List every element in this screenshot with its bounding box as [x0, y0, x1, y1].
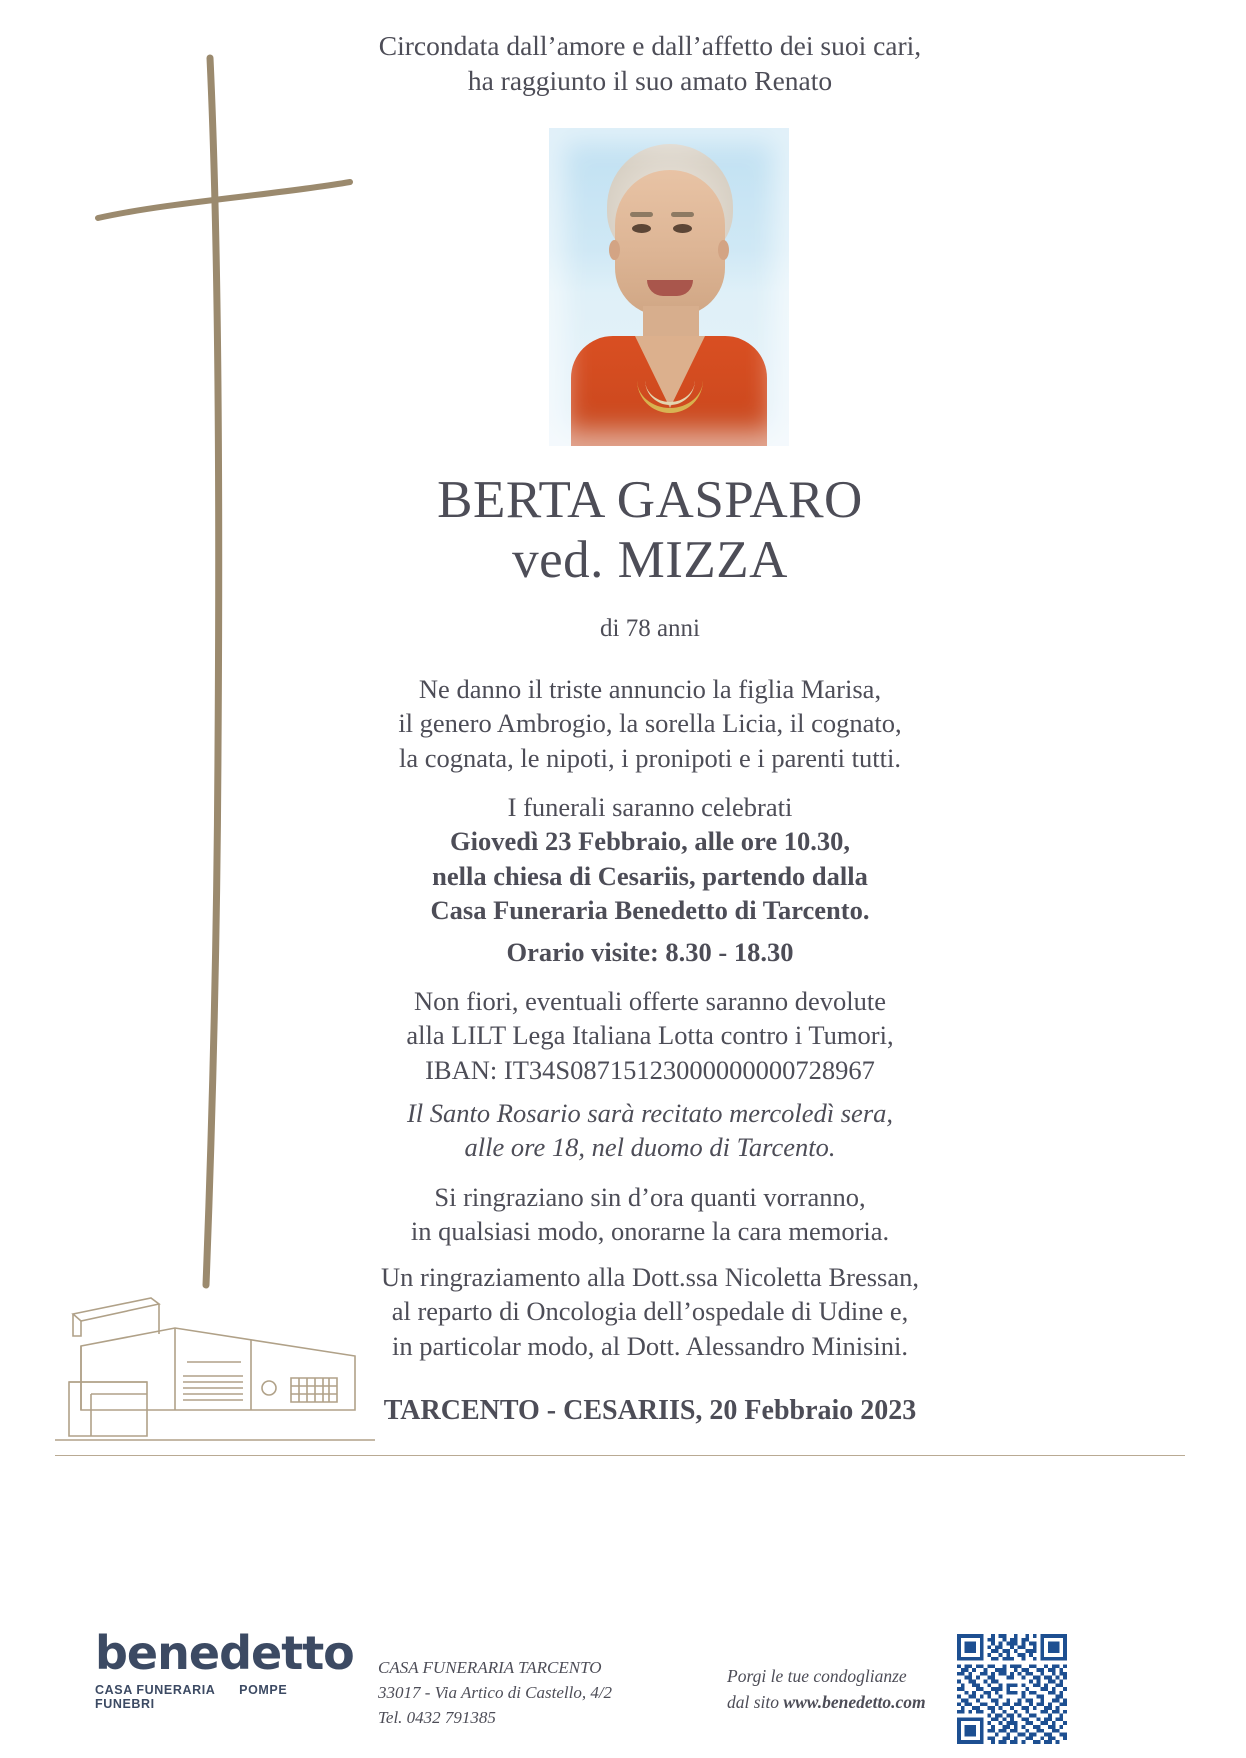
deceased-name-line-1: BERTA GASPARO	[437, 471, 863, 529]
deceased-age: di 78 anni	[600, 615, 700, 642]
offerings-iban: IBAN: IT34S08715123000000000728967	[425, 1054, 875, 1085]
funeral-datetime: Giovedì 23 Febbraio, alle ore 10.30,	[450, 826, 850, 857]
deceased-name-line-2: ved. MIZZA	[512, 531, 788, 590]
company-tagline-right: POMPE FUNEBRI	[95, 1683, 288, 1711]
offerings-notice	[280, 984, 1020, 1087]
portrait-photo	[549, 128, 789, 446]
general-thanks-line-2: in qualsiasi modo, onorarne la cara memoria.	[410, 1216, 890, 1247]
opening-message	[300, 28, 1000, 98]
condolences-invitation	[727, 1663, 926, 1716]
footer-divider	[55, 1455, 1185, 1456]
opening-message-line-1: Circondata dall’amore e dall’affetto dei suoi cari,	[378, 30, 922, 61]
medical-thanks-line-3: in particolar modo, al Dott. Alessandro Minisini.	[392, 1330, 908, 1361]
address-street: 33017 - Via Artico di Castello, 4/2	[378, 1683, 613, 1703]
medical-thanks-line-1: Un ringraziamento alla Dott.ssa Nicoletta Bressan,	[381, 1262, 919, 1292]
rosary-line-1: Il Santo Rosario sarà recitato mercoledì sera,	[406, 1098, 894, 1128]
condolences-line-2	[727, 1689, 926, 1715]
family-announcement-line-2: il genero Ambrogio, la sorella Licia, il cognato,	[398, 708, 902, 739]
medical-thanks-line-2: al reparto di Oncologia dell’ospedale di Udine e,	[391, 1296, 909, 1327]
rosary-line-2: alle ore 18, nel duomo di Tarcento.	[464, 1132, 836, 1163]
medical-staff-thanks	[280, 1260, 1020, 1363]
family-announcement-line-3: la cognata, le nipoti, i pronipoti e i parenti tutti.	[399, 742, 901, 773]
rosary-notice	[280, 1096, 1020, 1165]
visiting-hours: Orario visite: 8.30 - 18.30	[506, 937, 794, 967]
company-logo	[95, 1626, 354, 1711]
company-logo-wordmark: benedetto	[95, 1626, 354, 1680]
deceased-name	[300, 470, 1000, 591]
general-thanks	[280, 1180, 1020, 1249]
opening-message-line-2: ha raggiunto il suo amato Renato	[467, 65, 833, 97]
offerings-charity-name: alla LILT Lega Italiana Lotta contro i Tumori,	[406, 1020, 894, 1051]
portrait-vignette	[549, 128, 789, 446]
family-announcement	[280, 672, 1020, 775]
condolences-line-1: Porgi le tue condoglianze	[727, 1666, 907, 1686]
funeral-details	[280, 790, 1020, 928]
funeral-church: nella chiesa di Cesariis, partendo dalla	[432, 860, 868, 891]
condolences-website-link[interactable]: www.benedetto.com	[783, 1692, 926, 1713]
family-announcement-line-1: Ne danno il triste annuncio la figlia Marisa,	[418, 674, 882, 704]
condolences-prefix: dal sito	[727, 1692, 784, 1713]
general-thanks-line-1: Si ringraziano sin d’ora quanti vorranno,	[434, 1182, 866, 1212]
place-and-date: TARCENTO - CESARIIS, 20 Febbraio 2023	[383, 1395, 917, 1426]
offerings-line-1: Non fiori, eventuali offerte saranno devolute	[414, 986, 886, 1016]
funeral-intro: I funerali saranno celebrati	[507, 792, 793, 822]
funeral-departure-location: Casa Funeraria Benedetto di Tarcento.	[430, 895, 870, 926]
company-tagline-left: CASA FUNERARIA	[95, 1683, 215, 1697]
funeral-home-address	[378, 1655, 612, 1730]
qr-code[interactable]	[957, 1634, 1067, 1744]
qr-code-graphic[interactable]	[957, 1634, 1067, 1744]
company-logo-tagline	[95, 1683, 350, 1711]
address-phone: Tel. 0432 791385	[378, 1708, 496, 1728]
address-company-name: CASA FUNERARIA TARCENTO	[378, 1658, 602, 1677]
